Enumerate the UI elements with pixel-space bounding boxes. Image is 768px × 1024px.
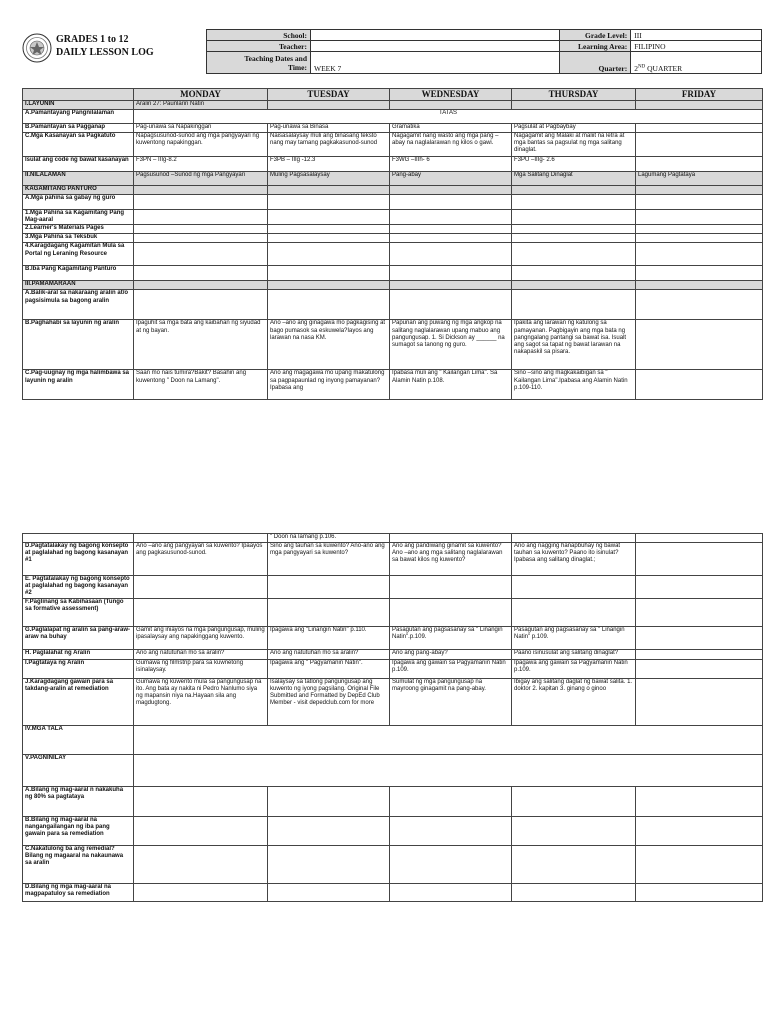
cell-tuesday [268, 786, 390, 816]
table-row [23, 281, 763, 290]
cell-tuesday [268, 225, 390, 234]
day-header-row [23, 89, 763, 101]
table-row [23, 816, 763, 845]
cell-tuesday [268, 195, 390, 210]
day-wednesday: WEDNESDAY [390, 89, 512, 101]
learning-area-value: FILIPINO [631, 41, 762, 52]
cell-wednesday [390, 816, 512, 845]
cell-tuesday: Pag-unawa sa Binasa [268, 124, 390, 133]
cell-friday [636, 225, 763, 234]
cell-monday [134, 281, 268, 290]
cell-thursday: Pasagutan ang pagsasanay sa " Linangin Natin" p.109. [512, 626, 636, 649]
cell-thursday: Ibigay ang salitang daglat ng bawat salita. 1. doktor 2. kapitan 3. ginang o ginoo [512, 678, 636, 725]
cell-monday [134, 816, 268, 845]
cell-friday [636, 649, 763, 659]
cell-wednesday [390, 234, 512, 243]
cell-thursday: Ano ang nagging hanapbuhay ng bawat tauhan sa kuwento? Paano ito isinulat? Ipabasa ang salitang dinaglat.; [512, 543, 636, 576]
quarter-suffix: ND [638, 64, 646, 70]
cell-monday [134, 534, 268, 543]
header [22, 29, 762, 73]
cell-monday [134, 243, 268, 266]
row-label: G.Paglalapat ng aralin sa pang-araw-araw na buhay [23, 626, 134, 649]
cell-tuesday: Muling Pagsasalaysay [268, 172, 390, 186]
cell-monday: Ipaguhit sa mga bata ang kaibahan ng siyudad at ng bayan. [134, 320, 268, 370]
cell-wednesday: Papunan ang puwang ng mga angkop na salitang naglalarawan upang mabuo ang pangungusap. 1. Si Dickson ay ______ na sumagot sa tanong ng guro. [390, 320, 512, 370]
cell-friday [636, 576, 763, 599]
cell-friday [636, 786, 763, 816]
row-label: 1.Mga Pahina sa Kagamitang Pang Mag-aaral [23, 210, 134, 225]
cell-monday: Pagsusunod –Sunod ng mga Pangyayari [134, 172, 268, 186]
lesson-table-part1 [22, 88, 763, 400]
cell-tuesday [268, 101, 390, 110]
cell-tuesday [268, 576, 390, 599]
table-row [23, 576, 763, 599]
row-label: KAGAMITANG PANTURO [23, 186, 134, 195]
cell-friday [636, 816, 763, 845]
cell-wednesday [390, 225, 512, 234]
teacher-value [311, 41, 560, 52]
cell-thursday: F3PU –IIIg- 2.6 [512, 157, 636, 172]
cell-tuesday: Ano ang natutuhan mo sa aralin? [268, 649, 390, 659]
row-label: A.Bilang ng mag-aaral n nakakuha ng 80% sa pagtataya [23, 786, 134, 816]
cell-friday [636, 157, 763, 172]
row-label: C.Nakatulong ba ang remedial?Bilang ng magaaral na nakaunawa sa aralin [23, 845, 134, 883]
teacher-label: Teacher: [207, 41, 311, 52]
cell-monday [134, 845, 268, 883]
row-label: V.PAGNINILAY [23, 754, 134, 786]
cell-wednesday: Nagagamit nang wasto ang mga pang – abay na naglalarawan ng kilos o gawi. [390, 133, 512, 157]
cell-monday [134, 234, 268, 243]
teaching-dates-label [207, 52, 311, 74]
table-row [23, 195, 763, 210]
table-row [23, 786, 763, 816]
cell-wednesday [390, 210, 512, 225]
row-label: 2.Learner's Materials Pages [23, 225, 134, 234]
row-label: C.Pag-uugnay ng mga halimbawa sa layunin ng aralin [23, 370, 134, 400]
cell-tuesday [268, 281, 390, 290]
cell-friday [636, 281, 763, 290]
span-cell [134, 754, 763, 786]
table-row [23, 626, 763, 649]
table-row [23, 320, 763, 370]
cell-tuesday: Sino ang tauhan sa kuwento? Ano-ano ang mga pangyayari sa kuwento? [268, 543, 390, 576]
cell-wednesday [390, 195, 512, 210]
table-row [23, 172, 763, 186]
cell-tuesday: F3PB – IIIg -12.3 [268, 157, 390, 172]
cell-monday: Gumawa ng filmstrip para sa kuwnetong isinalaysay. [134, 659, 268, 678]
cell-friday [636, 243, 763, 266]
cell-wednesday [390, 101, 512, 110]
cell-wednesday: Ano ang pandiwang ginamit sa kuwento? Ano –ano ang mga salitang naglalarawan sa bawat kilos ng kuwento? [390, 543, 512, 576]
cell-thursday: Mga Salitang Dinaglat [512, 172, 636, 186]
cell-tuesday: Ipagawa ang "Linangin Natin" p.110. [268, 626, 390, 649]
cell-tuesday [268, 598, 390, 626]
table-row [23, 110, 763, 124]
cell-monday: Ano ang natutuhan mo sa aralin? [134, 649, 268, 659]
row-label [23, 534, 134, 543]
log-title [56, 33, 154, 59]
cell-thursday [512, 598, 636, 626]
table-row [23, 243, 763, 266]
table-row [23, 133, 763, 157]
info-table [206, 29, 762, 74]
row-label: I.Pagtataya ng Aralin [23, 659, 134, 678]
cell-wednesday [390, 883, 512, 901]
cell-wednesday [390, 186, 512, 195]
cell-thursday [512, 186, 636, 195]
cell-monday [134, 598, 268, 626]
cell-monday [134, 576, 268, 599]
cell-monday [134, 186, 268, 195]
cell-tuesday [268, 266, 390, 281]
day-monday: MONDAY [134, 89, 268, 101]
cell-monday [134, 266, 268, 281]
learning-area-label: Learning Area: [559, 41, 630, 52]
cell-friday [636, 883, 763, 901]
cell-wednesday: Ipagawa ang gawain sa Pagyamanin Natin p.109. [390, 659, 512, 678]
cell-friday [636, 543, 763, 576]
cell-tuesday [268, 243, 390, 266]
cell-tuesday [268, 234, 390, 243]
cell-thursday [512, 210, 636, 225]
cell-friday [636, 290, 763, 320]
cell-tuesday: Ano –ano ang ginagawa mo pagkagising at bago pumasok sa eskuwela?Iayos ang larawan na nasa KM. [268, 320, 390, 370]
table-row [23, 186, 763, 195]
cell-wednesday [390, 281, 512, 290]
row-label: Isulat ang code ng bawat kasanayan [23, 157, 134, 172]
cell-friday [636, 133, 763, 157]
row-label: A.Mga pahina sa gabay ng guro [23, 195, 134, 210]
table-row [23, 659, 763, 678]
table-row [23, 210, 763, 225]
table-row [23, 225, 763, 234]
cell-wednesday [390, 243, 512, 266]
grade-level-value: III [631, 30, 762, 41]
row-label: I.LAYUNIN [23, 101, 134, 110]
cell-monday [134, 883, 268, 901]
row-label: B.Paghahabi sa layunin ng aralin [23, 320, 134, 370]
row-label: B.Iba Pang Kagamitang Panturo [23, 266, 134, 281]
table-row [23, 845, 763, 883]
cell-tuesday [268, 845, 390, 883]
day-friday: FRIDAY [636, 89, 763, 101]
cell-friday [636, 845, 763, 883]
row-label: D.Pagtatalakay ng bagong konsepto at paglalahad ng bagong kasanayan #1 [23, 543, 134, 576]
dates-label-line2: Time: [287, 62, 307, 72]
cell-wednesday: Pasagutan ang pagsasanay sa " Linangin Natin".p.109. [390, 626, 512, 649]
quarter-label: Quarter: [559, 52, 630, 74]
quarter-value [631, 52, 762, 74]
title-grades: GRADES 1 to 12 [56, 34, 129, 45]
cell-monday [134, 290, 268, 320]
table-row [23, 649, 763, 659]
row-label: F.Paglinang sa Kabihasaan (Tungo sa formative assessment) [23, 598, 134, 626]
cell-thursday: Ipagawa ang gawain sa Pagyamanin Natin p.109. [512, 659, 636, 678]
cell-wednesday: Ipabasa muli ang " Kailangan Lima". Sa Alamin Natin p.108. [390, 370, 512, 400]
cell-thursday [512, 883, 636, 901]
row-label: E. Pagtatalakay ng bagong konsepto at paglalahad ng bagong kasanayan #2 [23, 576, 134, 599]
cell-thursday [512, 225, 636, 234]
cell-friday [636, 678, 763, 725]
deped-seal-icon [22, 33, 52, 63]
cell-friday [636, 370, 763, 400]
cell-friday [636, 124, 763, 133]
cell-thursday [512, 786, 636, 816]
cell-thursday [512, 195, 636, 210]
row-label: 4.Karagdagang Kagamitan Mula sa Portal ng Leraning Resource [23, 243, 134, 266]
cell-thursday [512, 243, 636, 266]
cell-tuesday: " Doon na lamang p.106. [268, 534, 390, 543]
cell-monday: Gumawa ng kuwento mula sa pangungusap na ito. Ang bata ay nakita ni Pedro Nanlumo siya ng mapansin niya na.Hayaan sila ang magdugtong. [134, 678, 268, 725]
cell-wednesday [390, 845, 512, 883]
cell-monday [134, 786, 268, 816]
cell-thursday [512, 290, 636, 320]
grade-level-label: Grade Level: [559, 30, 630, 41]
cell-tuesday: Naisasalaysay muli ang binasang teksto nang may tamang pagkakasunod-sunod [268, 133, 390, 157]
cell-wednesday: Ano ang pang-abay? [390, 649, 512, 659]
day-thursday: THURSDAY [512, 89, 636, 101]
table-row [23, 124, 763, 133]
school-value [311, 30, 560, 41]
cell-friday [636, 320, 763, 370]
cell-thursday: Sino –sino ang magkakaibigan sa " Kailangan Lima".Ipabasa ang Alamin Natin p.109-110. [512, 370, 636, 400]
cell-friday [636, 234, 763, 243]
day-tuesday: TUESDAY [268, 89, 390, 101]
table-row [23, 543, 763, 576]
table-row [23, 370, 763, 400]
cell-thursday [512, 234, 636, 243]
cell-thursday [512, 534, 636, 543]
table-row [23, 157, 763, 172]
cell-tuesday: Ano ang magagawa mo upang makatulong sa pagpapaunlad ng inyong pamayanan? Ipabasa ang [268, 370, 390, 400]
table-row [23, 234, 763, 243]
cell-friday [636, 659, 763, 678]
cell-wednesday: Gramatika [390, 124, 512, 133]
cell-tuesday [268, 186, 390, 195]
dates-label-line1: Teaching Dates and [244, 53, 307, 63]
cell-friday [636, 626, 763, 649]
cell-thursday [512, 576, 636, 599]
cell-monday: Gamit ang iniayos na mga pangungusap, muling ipasalaysay ang napakinggang kuwento. [134, 626, 268, 649]
row-label: C.Mga Kasanayan sa Pagkatuto [23, 133, 134, 157]
cell-monday: F3PN – IIIg-8.2 [134, 157, 268, 172]
cell-wednesday [390, 534, 512, 543]
teaching-dates-value: WEEK 7 [311, 52, 560, 74]
cell-tuesday: Isalaysay sa tatlong pangungusap ang kuwento ng iyong pagsilang. Original File Submitted and Formatted by DepEd Club Member - visit depedclub.com for more [268, 678, 390, 725]
table-row [23, 266, 763, 281]
row-label: B.Bilang ng mag-aaral na nangangailangan ng iba pang gawain para sa remediation [23, 816, 134, 845]
cell-thursday: Pagsulat at Pagbaybay [512, 124, 636, 133]
cell-thursday [512, 101, 636, 110]
row-label: A.Balik-aral sa nakaraang aralin at/o pagsisimula sa bagong aralin [23, 290, 134, 320]
cell-monday [134, 195, 268, 210]
row-label: 3.Mga Pahina sa Teksbuk [23, 234, 134, 243]
cell-monday: Pag-unawa sa Napakinggan [134, 124, 268, 133]
cell-monday [134, 210, 268, 225]
quarter-text: QUARTER [645, 64, 683, 73]
cell-friday [636, 598, 763, 626]
cell-wednesday: Pang-abay [390, 172, 512, 186]
table-row [23, 754, 763, 786]
cell-thursday [512, 845, 636, 883]
row-label: III.PAMAMARAAN [23, 281, 134, 290]
cell-thursday [512, 816, 636, 845]
cell-thursday: Nagagamit ang Malaki at maliit na letra at mga bantas sa pagsulat ng mga salitang dinaglat. [512, 133, 636, 157]
cell-monday [134, 225, 268, 234]
cell-tuesday [268, 883, 390, 901]
cell-wednesday [390, 576, 512, 599]
cell-wednesday [390, 266, 512, 281]
school-label: School: [207, 30, 311, 41]
table-row [23, 678, 763, 725]
row-label: A.Pamantayang Pangnilalaman [23, 110, 134, 124]
cell-monday: Napagsusunod-sunod ang mga pangyayari ng kuwentong napakinggan. [134, 133, 268, 157]
cell-tuesday [268, 290, 390, 320]
cell-friday [636, 210, 763, 225]
cell-friday [636, 186, 763, 195]
row-label: H. Paglalahat ng Aralin [23, 649, 134, 659]
row-label: IV.MGA TALA [23, 725, 134, 754]
cell-thursday [512, 281, 636, 290]
table-row [23, 290, 763, 320]
cell-monday: Aralin 27: Paunlarin Natin [134, 101, 268, 110]
lesson-table-part2 [22, 533, 763, 902]
cell-friday [636, 534, 763, 543]
cell-friday [636, 101, 763, 110]
cell-tuesday [268, 816, 390, 845]
cell-monday: Ano –ano ang pangyayari sa kuwento? Ipaayos ang pagkasusunod-sunod. [134, 543, 268, 576]
cell-wednesday [390, 786, 512, 816]
table-row [23, 598, 763, 626]
row-label: D.Bilang ng mga mag-aaral na magpapatuloy sa remediation [23, 883, 134, 901]
row-label: J.Karagdagang gawain para sa takdang-aralin at remediation [23, 678, 134, 725]
row-label: II.NILALAMAN [23, 172, 134, 186]
table-row [23, 883, 763, 901]
span-cell [134, 725, 763, 754]
table-row [23, 725, 763, 754]
merged-cell: TATAS [134, 110, 763, 124]
cell-friday [636, 195, 763, 210]
title-daily-lesson-log: DAILY LESSON LOG [56, 47, 154, 58]
cell-thursday: Paano isinusulat ang salitang dinaglat? [512, 649, 636, 659]
cell-wednesday [390, 598, 512, 626]
cell-thursday: Ipakita ang larawan ng katulong sa pamayanan. Pagbigayin ang mga bata ng pangngalang pantangi sa bawat isa. Isualt ang sagot sa tapat ng bawat larawan na nakapaskil sa pisara. [512, 320, 636, 370]
cell-tuesday: Ipagawa ang " Pagyamanin Natin". [268, 659, 390, 678]
cell-tuesday [268, 210, 390, 225]
cell-wednesday: Sumulat ng mga pangungusap na mayroong ginagamit na pang-abay. [390, 678, 512, 725]
cell-wednesday [390, 290, 512, 320]
cell-friday [636, 266, 763, 281]
cell-monday: Saan mo nais tumira?Bakit? Basahin ang kuwentong " Doon na Lamang". [134, 370, 268, 400]
table-row [23, 101, 763, 110]
corner-cell [23, 89, 134, 101]
row-label: B.Pamantayan sa Pagganap [23, 124, 134, 133]
cell-wednesday: F3WG –IIIh- 6 [390, 157, 512, 172]
table-row [23, 534, 763, 543]
cell-friday: Lagumang Pagtataya [636, 172, 763, 186]
cell-thursday [512, 266, 636, 281]
quarter-number: 2 [634, 64, 639, 73]
